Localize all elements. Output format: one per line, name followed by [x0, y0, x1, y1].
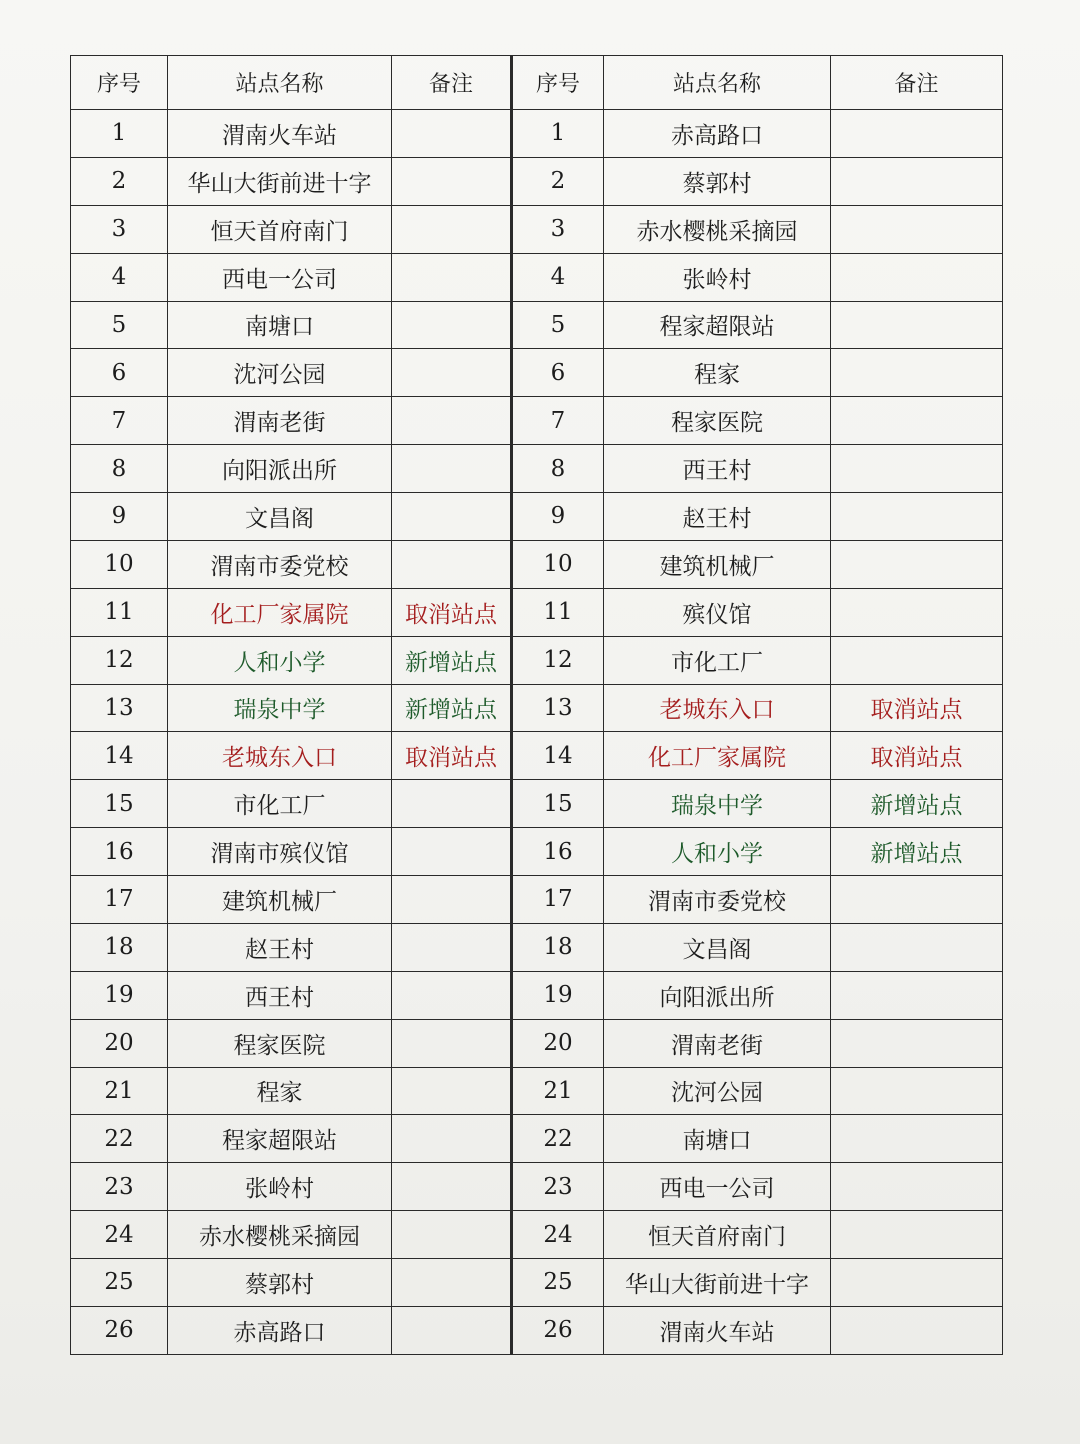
right-station-name-cell: 程家医院: [604, 397, 831, 445]
left-seq-cell: 7: [71, 397, 168, 445]
left-note-header: 备注: [392, 56, 512, 110]
right-seq-cell: 24: [512, 1211, 604, 1259]
left-station-name-cell: 程家超限站: [168, 1115, 392, 1163]
right-note-cell: [831, 971, 1003, 1019]
left-note-cell: [392, 1259, 512, 1307]
right-station-name-cell: 华山大街前进十字: [604, 1259, 831, 1307]
left-note-cell: 新增站点: [392, 636, 512, 684]
left-seq-cell: 9: [71, 493, 168, 541]
table-row: [71, 684, 1003, 732]
right-seq-cell: 9: [512, 493, 604, 541]
left-seq-cell: 8: [71, 445, 168, 493]
right-seq-cell: 21: [512, 1067, 604, 1115]
right-note-cell: [831, 349, 1003, 397]
left-note-cell: [392, 876, 512, 924]
left-note-cell: [392, 923, 512, 971]
right-note-cell: [831, 540, 1003, 588]
table-row: [71, 971, 1003, 1019]
right-seq-cell: 6: [512, 349, 604, 397]
left-seq-cell: 26: [71, 1306, 168, 1354]
right-station-name-cell: 渭南火车站: [604, 1306, 831, 1354]
right-note-cell: [831, 1163, 1003, 1211]
right-station-name-cell: 沈河公园: [604, 1067, 831, 1115]
right-station-name-cell: 建筑机械厂: [604, 540, 831, 588]
left-station-name-cell: 文昌阁: [168, 493, 392, 541]
table-row: [71, 636, 1003, 684]
left-station-name-cell: 渭南市殡仪馆: [168, 828, 392, 876]
right-note-cell: [831, 1067, 1003, 1115]
left-seq-cell: 4: [71, 253, 168, 301]
table-row: [71, 1067, 1003, 1115]
right-station-name-cell: 恒天首府南门: [604, 1211, 831, 1259]
left-station-name-cell: 渭南火车站: [168, 110, 392, 158]
right-note-cell: [831, 1211, 1003, 1259]
right-seq-cell: 20: [512, 1019, 604, 1067]
left-note-cell: [392, 493, 512, 541]
left-seq-cell: 21: [71, 1067, 168, 1115]
right-station-name-cell: 赤水樱桃采摘园: [604, 205, 831, 253]
left-name-header: 站点名称: [168, 56, 392, 110]
station-table-sheet: [70, 55, 1002, 1355]
right-seq-cell: 11: [512, 588, 604, 636]
left-seq-cell: 24: [71, 1211, 168, 1259]
table-row: [71, 876, 1003, 924]
left-note-cell: 取消站点: [392, 588, 512, 636]
left-station-name-cell: 沈河公园: [168, 349, 392, 397]
table-row: [71, 397, 1003, 445]
left-note-cell: [392, 1163, 512, 1211]
right-station-name-cell: 西王村: [604, 445, 831, 493]
left-seq-cell: 22: [71, 1115, 168, 1163]
left-seq-cell: 18: [71, 923, 168, 971]
table-row: [71, 157, 1003, 205]
table-row: [71, 732, 1003, 780]
table-row: [71, 540, 1003, 588]
right-note-cell: 新增站点: [831, 780, 1003, 828]
left-station-name-cell: 西电一公司: [168, 253, 392, 301]
left-note-cell: [392, 780, 512, 828]
left-note-cell: [392, 301, 512, 349]
left-station-name-cell: 建筑机械厂: [168, 876, 392, 924]
left-note-cell: [392, 349, 512, 397]
right-seq-cell: 2: [512, 157, 604, 205]
left-seq-cell: 23: [71, 1163, 168, 1211]
left-seq-cell: 1: [71, 110, 168, 158]
right-note-header: 备注: [831, 56, 1003, 110]
right-note-cell: [831, 1259, 1003, 1307]
right-note-cell: 取消站点: [831, 732, 1003, 780]
left-seq-cell: 12: [71, 636, 168, 684]
left-station-name-cell: 渭南老街: [168, 397, 392, 445]
right-station-name-cell: 市化工厂: [604, 636, 831, 684]
right-note-cell: [831, 588, 1003, 636]
right-seq-cell: 10: [512, 540, 604, 588]
left-station-name-cell: 赤高路口: [168, 1306, 392, 1354]
right-seq-cell: 12: [512, 636, 604, 684]
right-note-cell: [831, 253, 1003, 301]
table-row: [71, 1163, 1003, 1211]
right-note-cell: [831, 157, 1003, 205]
left-seq-cell: 17: [71, 876, 168, 924]
right-station-name-cell: 渭南市委党校: [604, 876, 831, 924]
right-note-cell: [831, 1306, 1003, 1354]
left-seq-cell: 16: [71, 828, 168, 876]
left-seq-cell: 6: [71, 349, 168, 397]
right-station-name-cell: 张岭村: [604, 253, 831, 301]
left-seq-cell: 5: [71, 301, 168, 349]
left-station-name-cell: 张岭村: [168, 1163, 392, 1211]
table-row: [71, 493, 1003, 541]
right-station-name-cell: 程家超限站: [604, 301, 831, 349]
table-row: [71, 1115, 1003, 1163]
table-body: [71, 110, 1003, 1355]
left-note-cell: [392, 540, 512, 588]
right-station-name-cell: 蔡郭村: [604, 157, 831, 205]
table-row: [71, 253, 1003, 301]
right-name-header: 站点名称: [604, 56, 831, 110]
right-seq-cell: 23: [512, 1163, 604, 1211]
right-seq-cell: 3: [512, 205, 604, 253]
table-row: [71, 923, 1003, 971]
table-row: [71, 349, 1003, 397]
left-station-name-cell: 程家医院: [168, 1019, 392, 1067]
table-row: [71, 1211, 1003, 1259]
right-seq-cell: 22: [512, 1115, 604, 1163]
left-note-cell: [392, 971, 512, 1019]
left-station-name-cell: 瑞泉中学: [168, 684, 392, 732]
table-row: [71, 1306, 1003, 1354]
left-seq-cell: 3: [71, 205, 168, 253]
left-note-cell: [392, 1211, 512, 1259]
left-station-name-cell: 恒天首府南门: [168, 205, 392, 253]
left-seq-cell: 10: [71, 540, 168, 588]
left-note-cell: [392, 1067, 512, 1115]
left-station-name-cell: 渭南市委党校: [168, 540, 392, 588]
left-note-cell: 新增站点: [392, 684, 512, 732]
left-seq-cell: 20: [71, 1019, 168, 1067]
left-note-cell: [392, 1019, 512, 1067]
right-seq-cell: 25: [512, 1259, 604, 1307]
right-seq-cell: 8: [512, 445, 604, 493]
left-seq-cell: 15: [71, 780, 168, 828]
right-note-cell: 取消站点: [831, 684, 1003, 732]
table-row: [71, 110, 1003, 158]
right-station-name-cell: 殡仪馆: [604, 588, 831, 636]
left-note-cell: [392, 1306, 512, 1354]
table-row: [71, 1019, 1003, 1067]
right-station-name-cell: 西电一公司: [604, 1163, 831, 1211]
left-note-cell: [392, 110, 512, 158]
right-note-cell: [831, 110, 1003, 158]
left-note-cell: [392, 253, 512, 301]
left-station-name-cell: 市化工厂: [168, 780, 392, 828]
left-seq-cell: 19: [71, 971, 168, 1019]
left-note-cell: 取消站点: [392, 732, 512, 780]
left-seq-cell: 13: [71, 684, 168, 732]
left-station-name-cell: 向阳派出所: [168, 445, 392, 493]
right-note-cell: [831, 397, 1003, 445]
table-row: [71, 1259, 1003, 1307]
right-seq-cell: 18: [512, 923, 604, 971]
right-seq-cell: 26: [512, 1306, 604, 1354]
left-note-cell: [392, 1115, 512, 1163]
right-note-cell: [831, 636, 1003, 684]
right-station-name-cell: 向阳派出所: [604, 971, 831, 1019]
right-station-name-cell: 赵王村: [604, 493, 831, 541]
left-station-name-cell: 西王村: [168, 971, 392, 1019]
right-seq-cell: 1: [512, 110, 604, 158]
left-seq-cell: 2: [71, 157, 168, 205]
right-note-cell: [831, 1019, 1003, 1067]
left-station-name-cell: 化工厂家属院: [168, 588, 392, 636]
left-seq-header: 序号: [71, 56, 168, 110]
left-seq-cell: 11: [71, 588, 168, 636]
right-seq-cell: 13: [512, 684, 604, 732]
right-seq-cell: 19: [512, 971, 604, 1019]
right-seq-header: 序号: [512, 56, 604, 110]
right-note-cell: [831, 301, 1003, 349]
right-station-name-cell: 老城东入口: [604, 684, 831, 732]
right-station-name-cell: 赤高路口: [604, 110, 831, 158]
right-note-cell: [831, 445, 1003, 493]
table-row: [71, 205, 1003, 253]
left-note-cell: [392, 157, 512, 205]
left-station-name-cell: 人和小学: [168, 636, 392, 684]
table-row: [71, 588, 1003, 636]
right-station-name-cell: 瑞泉中学: [604, 780, 831, 828]
left-seq-cell: 25: [71, 1259, 168, 1307]
right-seq-cell: 14: [512, 732, 604, 780]
right-station-name-cell: 化工厂家属院: [604, 732, 831, 780]
table-row: [71, 780, 1003, 828]
right-note-cell: [831, 205, 1003, 253]
right-seq-cell: 16: [512, 828, 604, 876]
left-note-cell: [392, 397, 512, 445]
table-header-row: [71, 56, 1003, 110]
right-station-name-cell: 程家: [604, 349, 831, 397]
right-note-cell: [831, 493, 1003, 541]
left-station-name-cell: 蔡郭村: [168, 1259, 392, 1307]
right-station-name-cell: 渭南老街: [604, 1019, 831, 1067]
right-seq-cell: 4: [512, 253, 604, 301]
right-station-name-cell: 南塘口: [604, 1115, 831, 1163]
left-seq-cell: 14: [71, 732, 168, 780]
left-note-cell: [392, 205, 512, 253]
station-table: [70, 55, 1003, 1355]
left-station-name-cell: 赤水樱桃采摘园: [168, 1211, 392, 1259]
table-row: [71, 301, 1003, 349]
table-row: [71, 445, 1003, 493]
left-note-cell: [392, 445, 512, 493]
right-note-cell: 新增站点: [831, 828, 1003, 876]
right-seq-cell: 17: [512, 876, 604, 924]
right-note-cell: [831, 923, 1003, 971]
right-seq-cell: 15: [512, 780, 604, 828]
right-seq-cell: 7: [512, 397, 604, 445]
right-seq-cell: 5: [512, 301, 604, 349]
left-station-name-cell: 南塘口: [168, 301, 392, 349]
left-station-name-cell: 赵王村: [168, 923, 392, 971]
table-row: [71, 828, 1003, 876]
right-station-name-cell: 文昌阁: [604, 923, 831, 971]
left-note-cell: [392, 828, 512, 876]
right-note-cell: [831, 876, 1003, 924]
left-station-name-cell: 华山大街前进十字: [168, 157, 392, 205]
right-note-cell: [831, 1115, 1003, 1163]
right-station-name-cell: 人和小学: [604, 828, 831, 876]
left-station-name-cell: 程家: [168, 1067, 392, 1115]
left-station-name-cell: 老城东入口: [168, 732, 392, 780]
